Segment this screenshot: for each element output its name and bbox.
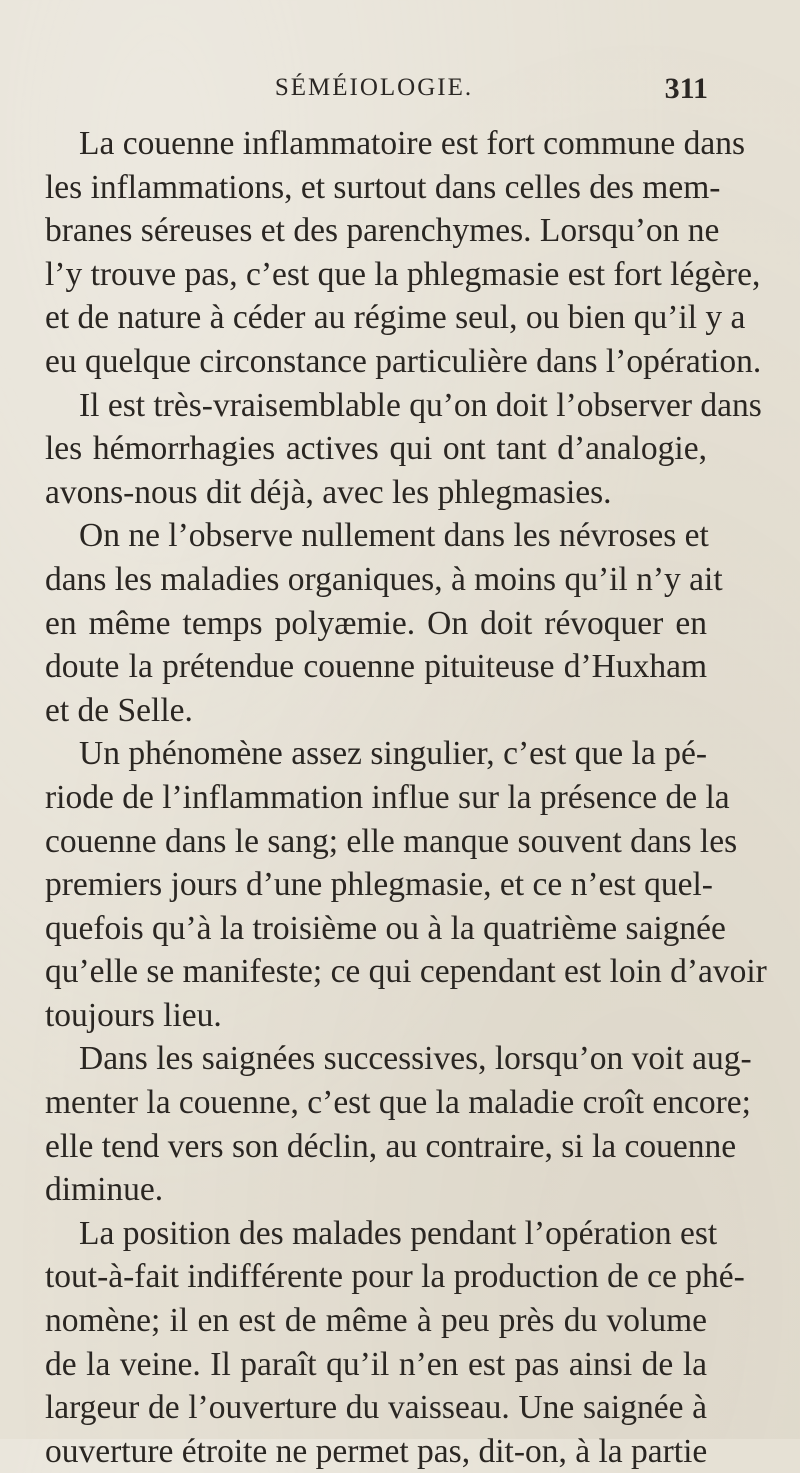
text-line: et de Selle.: [45, 691, 193, 729]
text-line: avons-nous dit déjà, avec les phlegmasies.: [45, 473, 612, 511]
text-line: diminue.: [45, 1171, 164, 1209]
running-head: [40, 74, 708, 114]
text-line: doute la prétendue couenne pituiteuse d’Huxham: [45, 648, 707, 686]
text-line: de la veine. Il paraît qu’il n’en est pas ainsi de la: [45, 1345, 707, 1383]
text-line: tout-à-fait indifférente pour la production de ce phé-: [45, 1258, 745, 1296]
text-line: La position des malades pendant l’opération est: [79, 1214, 718, 1252]
text-line: premiers jours d’une phlegmasie, et ce n’est quel-: [45, 866, 713, 904]
text-line: eu quelque circonstance particulière dans l’opération.: [45, 342, 762, 380]
text-line: et de nature à céder au régime seul, ou bien qu’il y a: [45, 299, 746, 337]
text-line: Un phénomène assez singulier, c’est que la pé-: [79, 735, 707, 773]
text-line: les hémorrhagies actives qui ont tant d’analogie,: [45, 430, 707, 468]
text-line: les inflammations, et surtout dans celles des mem-: [45, 168, 721, 206]
text-line: Dans les saignées successives, lorsqu’on voit aug-: [79, 1040, 752, 1078]
text-line: l’y trouve pas, c’est que la phlegmasie est fort légère,: [45, 255, 761, 293]
text-line: largeur de l’ouverture du vaisseau. Une saignée à: [45, 1389, 707, 1427]
text-line: Il est très-vraisemblable qu’on doit l’observer dans: [79, 386, 762, 424]
text-line: couenne dans le sang; elle manque souvent dans les: [45, 822, 738, 860]
text-line: qu’elle se manifeste; ce qui cependant est loin d’avoir: [45, 953, 767, 991]
body-text: [45, 122, 767, 1473]
text-line: dans les maladies organiques, à moins qu’il n’y ait: [45, 560, 723, 598]
text-line: menter la couenne, c’est que la maladie croît encore;: [45, 1084, 751, 1122]
text-line: en même temps polyæmie. On doit révoquer en: [45, 604, 707, 642]
text-line: quefois qu’à la troisième ou à la quatrième saignée: [45, 909, 726, 947]
text-line: elle tend vers son déclin, au contraire, si la couenne: [45, 1127, 737, 1165]
running-head-title: SÉMÉIOLOGIE.: [274, 74, 474, 101]
text-line: branes séreuses et des parenchymes. Lorsqu’on ne: [45, 212, 720, 250]
text-line: nomène; il en est de même à peu près du volume: [45, 1302, 707, 1340]
text-line: La couenne inflammatoire est fort commune dans: [79, 125, 746, 162]
text-line: ouverture étroite ne permet pas, dit-on, à la partie: [45, 1432, 708, 1470]
text-line: On ne l’observe nullement dans les névroses et: [79, 517, 709, 555]
text-line: riode de l’inflammation influe sur la présence de la: [45, 778, 730, 816]
page-number: 311: [664, 72, 708, 105]
text-line: toujours lieu.: [45, 996, 222, 1034]
